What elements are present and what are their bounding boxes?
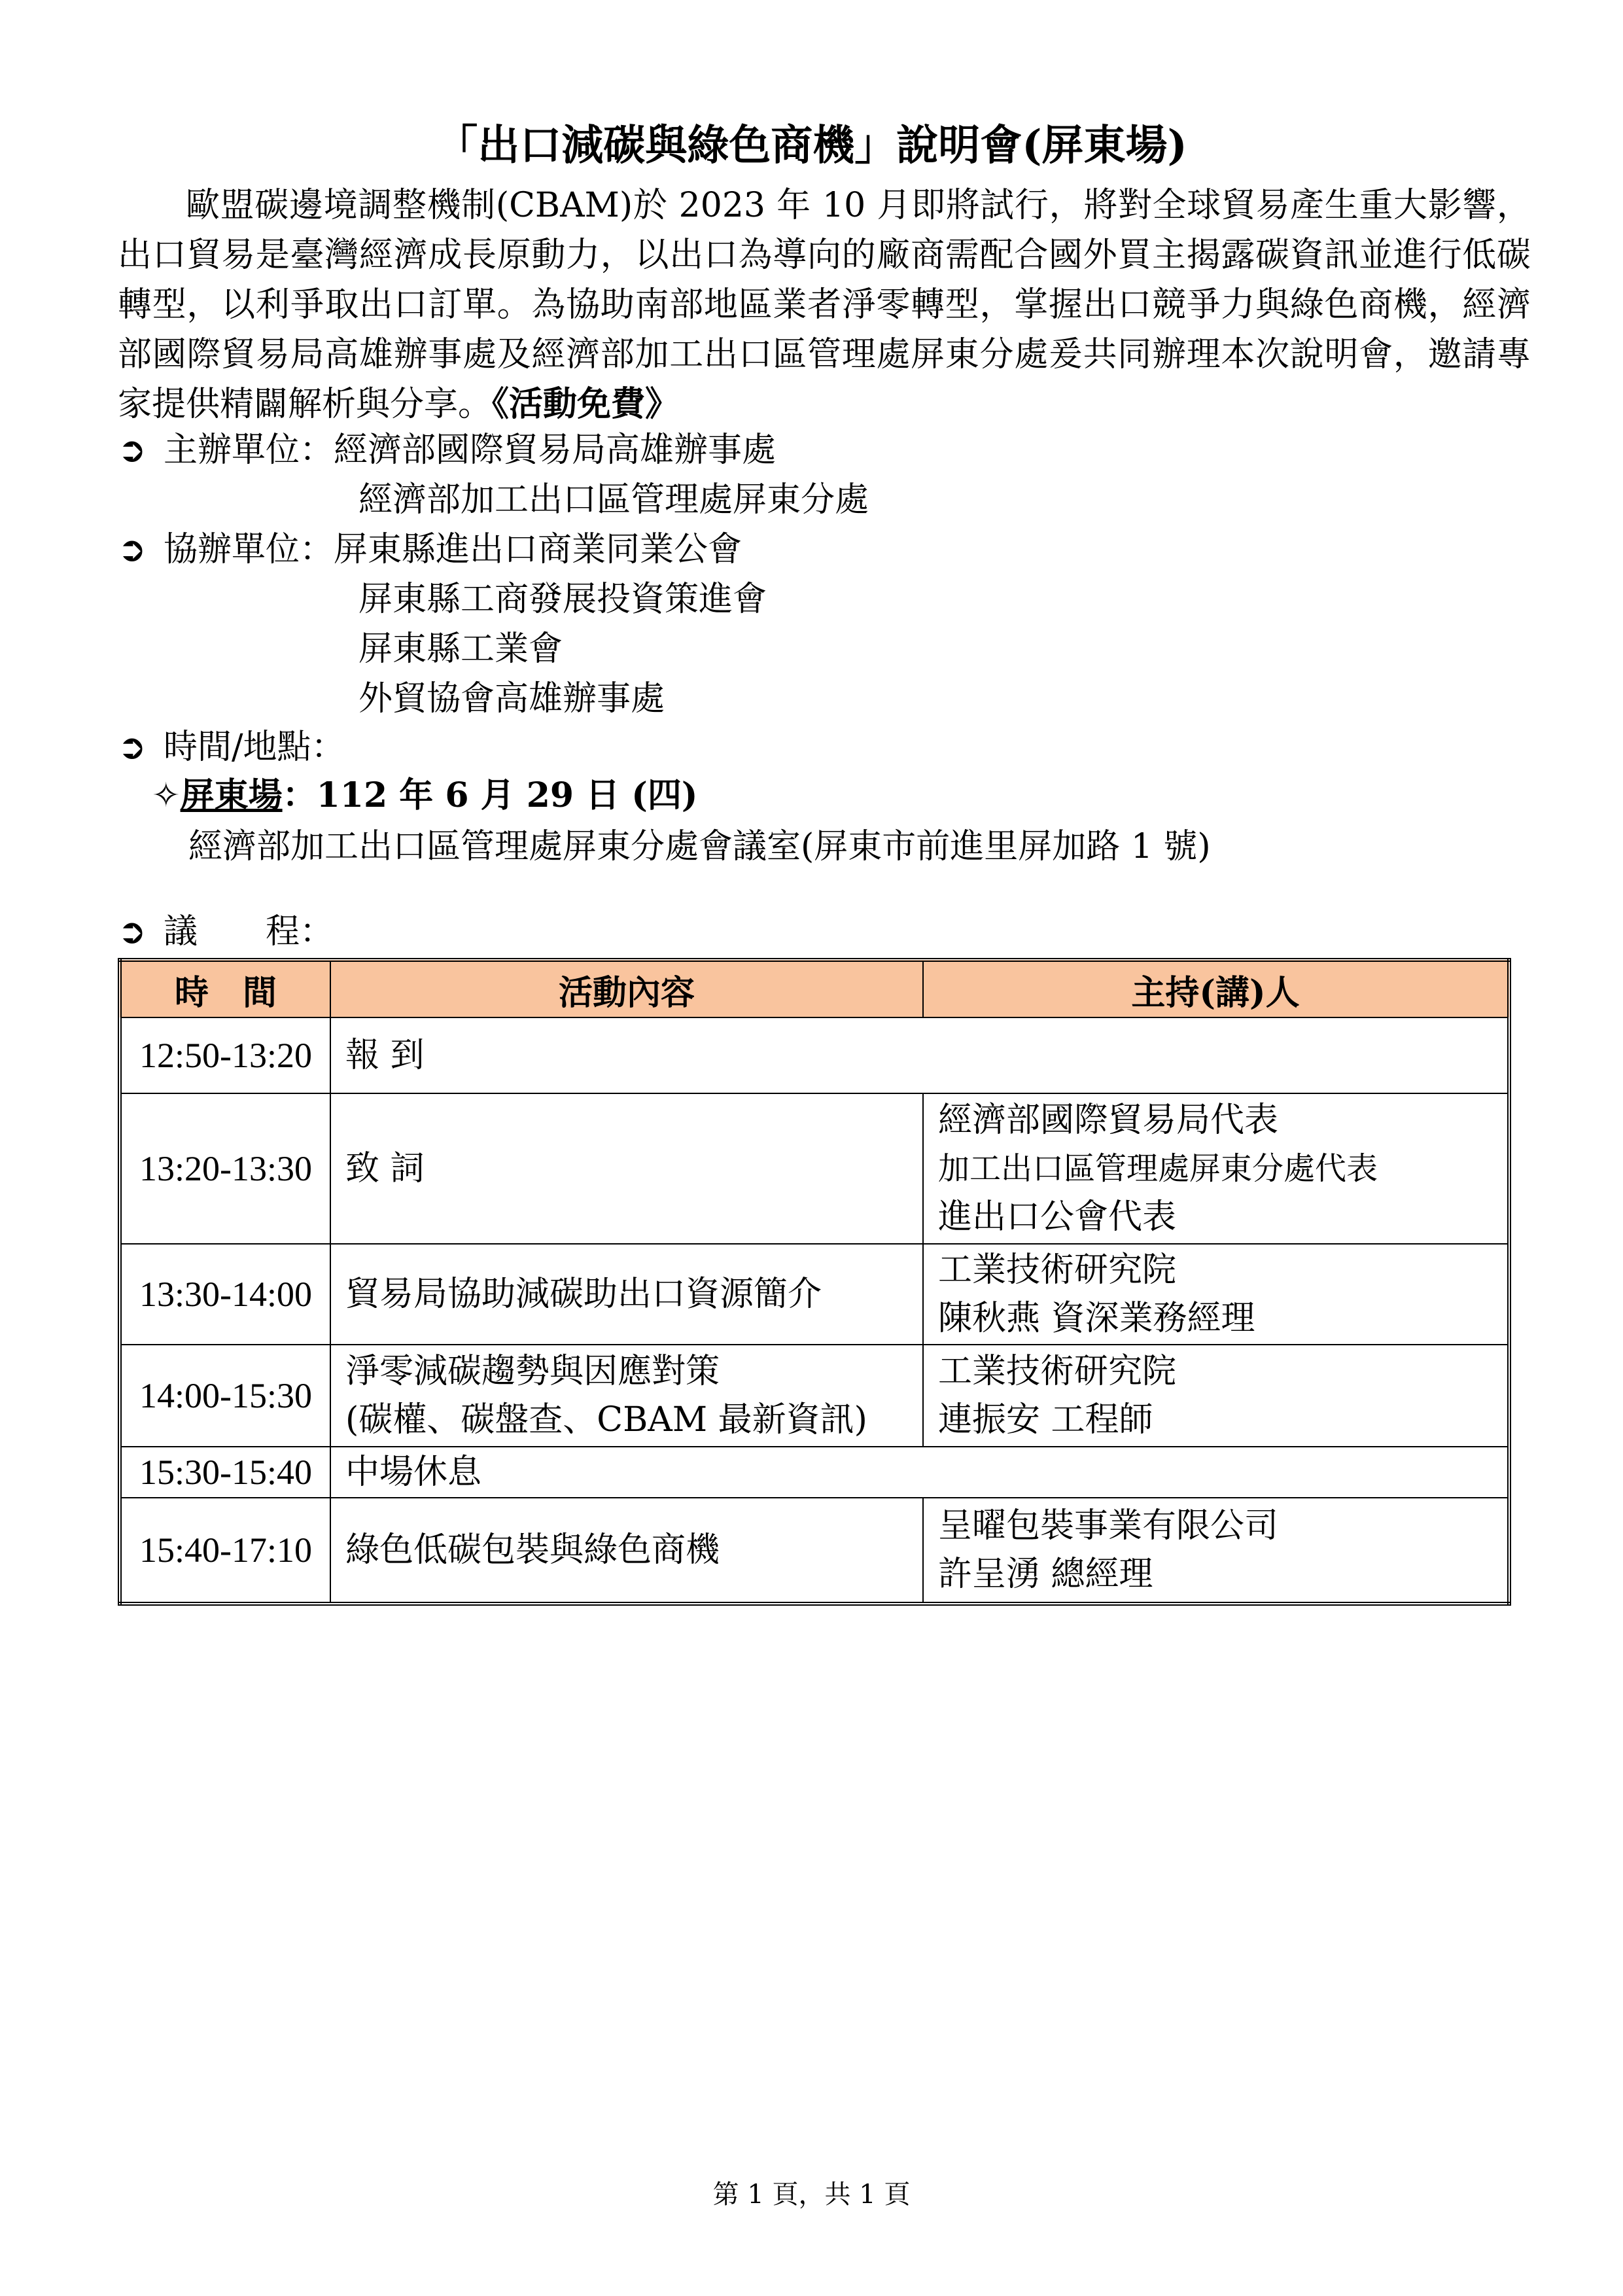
session-venue: 經濟部加工出口區管理處屏東分處會議室(屏東市前進里屏加路 1 號): [188, 827, 1211, 866]
speaker-line: 進出口公會代表: [938, 1197, 1177, 1237]
star-icon: ✧: [152, 776, 181, 815]
activity-line: 報 到: [345, 1036, 425, 1075]
row-activity: [330, 1447, 1509, 1498]
table-row: [120, 1498, 1509, 1604]
table-row: [120, 1093, 1509, 1244]
session-date: ：112 年 6 月 29 日 (四): [282, 775, 698, 815]
header-time: 時 間: [120, 960, 330, 1017]
row-time: 15:30-15:40: [120, 1447, 330, 1498]
speaker-line: 工業技術研究院: [938, 1250, 1177, 1290]
activity-line: 貿易局協助減碳助出口資源簡介: [345, 1275, 822, 1314]
speaker-line: 連振安 工程師: [938, 1400, 1153, 1439]
row-time: 13:20-13:30: [120, 1093, 330, 1244]
table-row: [120, 1244, 1509, 1345]
agenda-label: 議 程：: [164, 912, 334, 951]
row-speaker: [923, 1093, 1509, 1244]
activity-line: 綠色低碳包裝與綠色商機: [345, 1530, 720, 1570]
row-activity: [330, 1093, 923, 1244]
co-organizer-item: 屏東縣進出口商業同業公會: [334, 530, 742, 569]
free-note: 《活動免費》: [492, 384, 680, 424]
activity-line: 中場休息: [345, 1453, 482, 1492]
organizers-row: [118, 425, 776, 475]
intro-paragraph: [118, 181, 1531, 429]
activity-line: 淨零減碳趨勢與因應對策: [345, 1352, 720, 1391]
speaker-line: 工業技術研究院: [938, 1352, 1177, 1391]
agenda-header-row: [120, 960, 1509, 1017]
row-time: 15:40-17:10: [120, 1498, 330, 1604]
co-organizer-item: 屏東縣工商發展投資策進會: [358, 580, 767, 619]
row-activity: [330, 1498, 923, 1604]
session-name: 屏東場: [180, 775, 283, 815]
co-organizer-item: 屏東縣工業會: [358, 629, 563, 669]
session-line: [152, 771, 698, 821]
agenda-table: [118, 958, 1511, 1606]
schedule-label: 時間/地點：: [164, 728, 345, 767]
header-speaker: 主持(講)人: [923, 960, 1509, 1017]
table-row: [120, 1345, 1509, 1447]
row-time: 14:00-15:30: [120, 1345, 330, 1447]
row-time: 12:50-13:20: [120, 1017, 330, 1093]
row-speaker: [923, 1244, 1509, 1345]
agenda-row: [118, 907, 334, 957]
schedule-row: [118, 722, 345, 772]
speaker-line: 許呈湧 總經理: [938, 1555, 1153, 1594]
arrow-right-icon: ➲: [118, 728, 147, 767]
row-activity: [330, 1244, 923, 1345]
intro-text: 歐盟碳邊境調整機制(CBAM)於 2023 年 10 月即將試行，將對全球貿易產生重大影響，出口貿易是臺灣經濟成長原動力，以出口為導向的廠商需配合國外買主揭露碳資訊並進行低碳轉型，以利爭取出口訂單。為協助南部地區業者淨零轉型，掌握出口競爭力與綠色商機，經濟部國際貿易局高雄辦事處及經濟部加工出口區管理處屏東分處爰共同辦理本次說明會，邀請專家提供精闢解析與分享。: [118, 186, 1531, 424]
row-activity: [330, 1017, 1509, 1093]
activity-line: 致 詞: [345, 1149, 425, 1188]
organizer-item: 經濟部國際貿易局高雄辦事處: [334, 431, 777, 470]
organizer-item: 經濟部加工出口區管理處屏東分處: [358, 480, 869, 520]
table-row: [120, 1017, 1509, 1093]
arrow-right-icon: ➲: [118, 530, 147, 569]
arrow-right-icon: ➲: [118, 431, 147, 470]
row-time: 13:30-14:00: [120, 1244, 330, 1345]
table-row: [120, 1447, 1509, 1498]
page-footer: 第 1 頁，共 1 頁: [712, 2180, 911, 2210]
speaker-line: 加工出口區管理處屏東分處代表: [938, 1150, 1378, 1187]
organizers-label: 主辦單位：: [164, 431, 334, 470]
speaker-line: 陳秋燕 資深業務經理: [938, 1299, 1255, 1338]
speaker-line: 經濟部國際貿易局代表: [938, 1101, 1279, 1140]
header-activity: 活動內容: [330, 960, 923, 1017]
co-organizers-label: 協辦單位：: [164, 530, 334, 569]
page-title: 「出口減碳與綠色商機」說明會(屏東場): [436, 121, 1187, 170]
co-organizer-item: 外貿協會高雄辦事處: [358, 679, 665, 718]
speaker-line: 呈曜包裝事業有限公司: [938, 1506, 1279, 1545]
co-organizers-row: [118, 525, 742, 574]
activity-line: (碳權、碳盤查、CBAM 最新資訊): [345, 1400, 867, 1439]
row-activity: [330, 1345, 923, 1447]
row-speaker: [923, 1345, 1509, 1447]
row-speaker: [923, 1498, 1509, 1604]
arrow-right-icon: ➲: [118, 912, 147, 951]
